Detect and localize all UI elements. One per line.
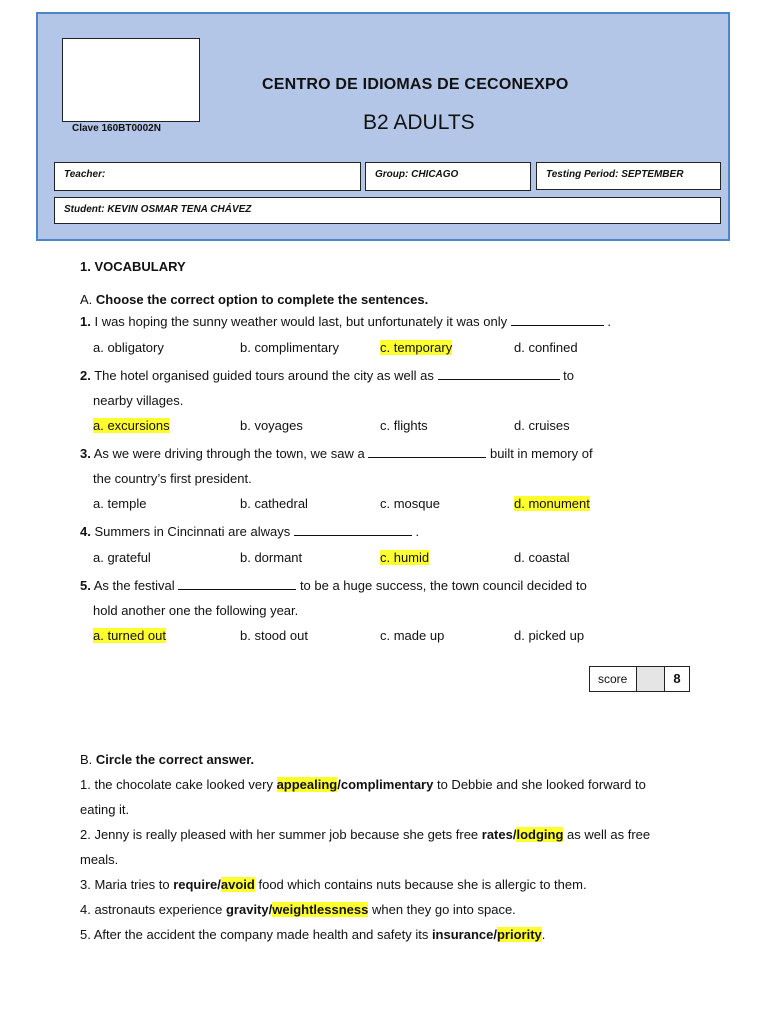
option-a-selected: a. excursions <box>93 418 170 433</box>
question-text: As we were driving through the town, we saw a <box>93 446 365 461</box>
question-text: built in memory of <box>489 446 593 461</box>
item-text: 3. Maria tries to <box>80 877 174 892</box>
item-text: 5. After the accident the company made health and safety its <box>80 927 432 942</box>
clave-code: Clave 160BT0002N <box>72 123 161 134</box>
question-text: to be a huge success, the town council decided to <box>299 578 587 593</box>
part-b-prefix: B. <box>80 752 93 767</box>
course-level: B2 ADULTS <box>363 111 475 134</box>
question-text-cont: nearby villages. <box>93 393 184 408</box>
score-blank-cell <box>637 667 665 691</box>
item-text: 2. Jenny is really pleased with her summer job because she gets free <box>80 827 482 842</box>
part-b-item-1 <box>80 777 646 792</box>
question-text: Summers in Cincinnati are always <box>94 524 291 539</box>
answer-blank <box>368 446 486 458</box>
choice-separator: / <box>337 777 341 792</box>
answer-choice: complimentary <box>340 777 434 792</box>
option-b: b. cathedral <box>240 496 308 511</box>
option-a: a. obligatory <box>93 340 164 355</box>
option-a: a. grateful <box>93 550 151 565</box>
answer-blank <box>511 314 604 326</box>
testing-period-field <box>536 162 721 190</box>
teacher-field <box>54 162 361 191</box>
option-b: b. dormant <box>240 550 303 565</box>
answer-choice-selected: priority <box>496 927 542 942</box>
student-label: Student: KEVIN OSMAR TENA CHÁVEZ <box>64 204 252 215</box>
part-b-item-2 <box>80 827 650 842</box>
option-b: b. complimentary <box>240 340 339 355</box>
school-name: CENTRO DE IDIOMAS DE CECONEXPO <box>262 76 569 93</box>
answer-choice: gravity <box>225 902 269 917</box>
question-3 <box>80 446 593 461</box>
answer-blank <box>438 368 560 380</box>
answer-choice: insurance <box>431 927 494 942</box>
question-number: 1. <box>80 314 91 329</box>
question-text: I was hoping the sunny weather would last, but unfortunately it was only <box>94 314 508 329</box>
question-5 <box>80 578 587 593</box>
part-b-heading <box>80 752 254 767</box>
question-2 <box>80 368 574 383</box>
part-b-item-4 <box>80 902 516 917</box>
choice-separator: / <box>493 927 497 942</box>
option-d: d. picked up <box>514 628 585 643</box>
choice-separator: / <box>512 827 517 842</box>
item-text: 1. the chocolate cake looked very <box>80 777 277 792</box>
question-number: 5. <box>80 578 91 593</box>
part-b-item-5 <box>80 927 545 942</box>
item-text: food which contains nuts because she is allergic to them. <box>254 877 587 892</box>
part-b-item-3 <box>80 877 587 892</box>
choice-separator: / <box>217 877 221 892</box>
item-text: when they go into space. <box>368 902 516 917</box>
group-label: Group: CHICAGO <box>375 169 459 180</box>
answer-choice-selected: avoid <box>220 877 255 892</box>
header-panel <box>36 12 730 241</box>
option-a-selected: a. turned out <box>93 628 166 643</box>
question-text: . <box>415 524 420 539</box>
answer-blank <box>178 578 296 590</box>
item-text: to Debbie and she looked forward to <box>433 777 646 792</box>
answer-blank <box>294 524 412 536</box>
option-d: d. coastal <box>514 550 570 565</box>
question-number: 4. <box>80 524 91 539</box>
option-c-selected: c. temporary <box>380 340 453 355</box>
part-b-title: Circle the correct answer. <box>95 752 255 767</box>
part-a-prefix: A. <box>80 292 93 307</box>
part-a-title: Choose the correct option to complete the sentences. <box>95 292 429 307</box>
choice-separator: / <box>268 902 273 917</box>
question-text-cont: the country’s first president. <box>93 471 252 486</box>
part-a-heading <box>80 292 428 307</box>
item-text: as well as free <box>563 827 651 842</box>
option-d: d. confined <box>514 340 578 355</box>
question-text: The hotel organised guided tours around the city as well as <box>94 368 434 383</box>
answer-choice-selected: appealing <box>276 777 338 792</box>
option-b: b. stood out <box>240 628 308 643</box>
option-a: a. temple <box>93 496 147 511</box>
question-text: to <box>563 368 574 383</box>
teacher-label: Teacher: <box>64 169 106 180</box>
testing-period-label: Testing Period: SEPTEMBER <box>546 169 684 180</box>
group-field <box>365 162 531 191</box>
option-d-selected: d. monument <box>514 496 590 511</box>
answer-choice-selected: lodging <box>516 827 564 842</box>
score-label: score <box>590 667 637 691</box>
item-text-cont: meals. <box>80 852 119 867</box>
question-text: As the festival <box>93 578 175 593</box>
score-box <box>589 666 690 692</box>
student-field <box>54 197 721 224</box>
answer-choice-selected: weightlessness <box>272 902 369 917</box>
option-c: c. mosque <box>380 496 440 511</box>
score-value: 8 <box>673 671 681 686</box>
question-text-cont: hold another one the following year. <box>93 603 299 618</box>
item-text: 4. astronauts experience <box>80 902 226 917</box>
option-c: c. made up <box>380 628 445 643</box>
item-text: . <box>541 927 546 942</box>
section-title: 1. VOCABULARY <box>80 259 186 274</box>
item-text-cont: eating it. <box>80 802 130 817</box>
option-d: d. cruises <box>514 418 570 433</box>
answer-choice: require <box>173 877 218 892</box>
logo-placeholder <box>62 38 200 122</box>
question-1 <box>80 314 611 329</box>
question-number: 2. <box>80 368 91 383</box>
answer-choice: rates <box>481 827 513 842</box>
option-b: b. voyages <box>240 418 303 433</box>
question-text: . <box>607 314 611 329</box>
question-number: 3. <box>80 446 91 461</box>
option-c-selected: c. humid <box>380 550 430 565</box>
option-c: c. flights <box>380 418 428 433</box>
question-4 <box>80 524 419 539</box>
